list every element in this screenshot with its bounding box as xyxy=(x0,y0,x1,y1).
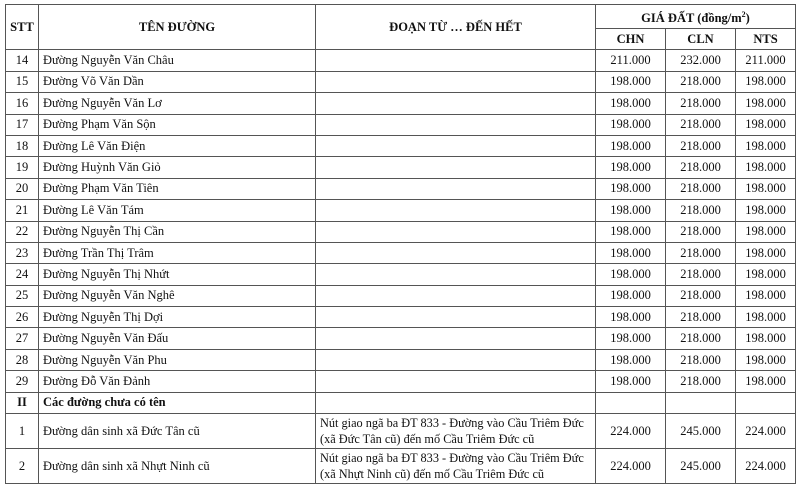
price-cln-text: 218.000 xyxy=(680,245,721,260)
stt-text: 2 xyxy=(18,458,26,473)
price-chn-cell xyxy=(596,242,666,263)
street-name-text: Đường Đỗ Văn Đảnh xyxy=(43,373,151,388)
price-unit-superscript: 2 xyxy=(741,9,746,19)
price-cln-text: 218.000 xyxy=(680,331,721,346)
stt-text: 28 xyxy=(15,352,29,367)
price-nts-text: 198.000 xyxy=(745,245,786,260)
table-row xyxy=(6,93,796,114)
stt-cell xyxy=(6,264,39,285)
table-row xyxy=(6,449,796,484)
stt-text: 19 xyxy=(15,160,29,175)
header-street-name: TÊN ĐƯỜNG xyxy=(39,5,316,50)
price-chn-text: 198.000 xyxy=(610,74,651,89)
stt-text: 29 xyxy=(15,373,29,388)
price-cln-cell xyxy=(666,135,736,156)
price-cln-text: 218.000 xyxy=(680,288,721,303)
segment-cell xyxy=(316,449,596,484)
section-title: Các đường chưa có tên xyxy=(39,392,316,413)
segment-cell xyxy=(316,414,596,449)
price-chn-text: 211.000 xyxy=(610,53,651,68)
price-nts-text: 198.000 xyxy=(745,202,786,217)
price-cln-cell xyxy=(666,328,736,349)
street-name-cell xyxy=(39,178,316,199)
price-chn-cell xyxy=(596,307,666,328)
price-nts-cell xyxy=(736,93,796,114)
stt-text: 26 xyxy=(15,309,29,324)
price-cln-text: 218.000 xyxy=(680,373,721,388)
header-cln: CLN xyxy=(666,29,736,50)
price-nts-text: 224.000 xyxy=(745,423,786,438)
street-name-cell xyxy=(39,93,316,114)
price-cln-text: 218.000 xyxy=(680,117,721,132)
table-row xyxy=(6,328,796,349)
price-cln-cell xyxy=(666,178,736,199)
price-cln-cell xyxy=(666,157,736,178)
stt-cell xyxy=(6,221,39,242)
stt-text: 25 xyxy=(15,288,29,303)
price-nts-text: 198.000 xyxy=(745,95,786,110)
price-chn-cell xyxy=(596,449,666,484)
stt-text: 27 xyxy=(15,331,29,346)
stt-cell xyxy=(6,157,39,178)
price-cln-cell xyxy=(666,371,736,392)
price-chn-text: 198.000 xyxy=(610,245,651,260)
price-nts-cell xyxy=(736,349,796,370)
stt-text: 14 xyxy=(15,53,29,68)
price-cln-text: 218.000 xyxy=(680,138,721,153)
price-nts-cell xyxy=(736,178,796,199)
price-chn-text: 198.000 xyxy=(610,266,651,281)
segment-cell xyxy=(316,264,596,285)
price-chn-text: 198.000 xyxy=(610,95,651,110)
empty-cell xyxy=(666,392,736,413)
stt-text: 22 xyxy=(15,224,29,239)
price-cln-text: 218.000 xyxy=(680,202,721,217)
stt-cell xyxy=(6,71,39,92)
price-cln-cell xyxy=(666,93,736,114)
price-nts-text: 198.000 xyxy=(745,352,786,367)
stt-text: 18 xyxy=(15,138,29,153)
price-chn-cell xyxy=(596,157,666,178)
street-name-cell xyxy=(39,157,316,178)
price-chn-cell xyxy=(596,414,666,449)
price-nts-text: 198.000 xyxy=(745,160,786,175)
price-nts-cell xyxy=(736,242,796,263)
price-nts-text: 198.000 xyxy=(745,181,786,196)
price-chn-cell xyxy=(596,200,666,221)
table-row xyxy=(6,264,796,285)
price-nts-cell xyxy=(736,264,796,285)
price-cln-text: 218.000 xyxy=(680,74,721,89)
price-cln-text: 218.000 xyxy=(680,266,721,281)
street-name-cell xyxy=(39,349,316,370)
segment-cell xyxy=(316,200,596,221)
table-row xyxy=(6,135,796,156)
price-cln-cell xyxy=(666,221,736,242)
price-cln-text: 232.000 xyxy=(680,53,721,68)
empty-cell xyxy=(596,392,666,413)
price-chn-cell xyxy=(596,50,666,71)
price-cln-cell xyxy=(666,285,736,306)
price-chn-cell xyxy=(596,349,666,370)
stt-cell xyxy=(6,349,39,370)
street-name-text: Đường Lê Văn Tám xyxy=(43,202,144,217)
table-row xyxy=(6,221,796,242)
price-cln-text: 245.000 xyxy=(680,423,721,438)
street-name-text: Đường dân sinh xã Nhựt Ninh cũ xyxy=(43,458,210,473)
price-chn-text: 198.000 xyxy=(610,224,651,239)
table-row xyxy=(6,71,796,92)
price-nts-text: 198.000 xyxy=(745,224,786,239)
street-name-text: Đường Nguyễn Văn Châu xyxy=(43,53,174,68)
table-row xyxy=(6,307,796,328)
stt-text: 24 xyxy=(15,266,29,281)
price-cln-cell xyxy=(666,449,736,484)
price-chn-text: 198.000 xyxy=(610,202,651,217)
price-cln-cell xyxy=(666,414,736,449)
price-chn-text: 198.000 xyxy=(610,352,651,367)
price-chn-cell xyxy=(596,285,666,306)
price-nts-cell xyxy=(736,449,796,484)
stt-text: 17 xyxy=(15,117,29,132)
price-chn-cell xyxy=(596,71,666,92)
street-name-cell xyxy=(39,50,316,71)
price-cln-text: 218.000 xyxy=(680,160,721,175)
stt-cell xyxy=(6,50,39,71)
stt-text: 15 xyxy=(15,74,29,89)
table-row xyxy=(6,349,796,370)
segment-cell xyxy=(316,135,596,156)
price-chn-cell xyxy=(596,135,666,156)
price-cln-cell xyxy=(666,71,736,92)
segment-cell xyxy=(316,328,596,349)
table-row xyxy=(6,242,796,263)
price-nts-text: 198.000 xyxy=(745,331,786,346)
segment-cell xyxy=(316,114,596,135)
stt-text: 23 xyxy=(15,245,29,260)
stt-cell xyxy=(6,135,39,156)
land-price-table xyxy=(5,4,796,484)
street-name-text: Đường dân sinh xã Đức Tân cũ xyxy=(43,423,200,438)
street-name-text: Đường Phạm Văn Tiên xyxy=(43,181,159,196)
street-name-cell xyxy=(39,135,316,156)
price-chn-cell xyxy=(596,178,666,199)
street-name-cell xyxy=(39,242,316,263)
segment-cell xyxy=(316,50,596,71)
price-nts-text: 198.000 xyxy=(745,117,786,132)
price-nts-cell xyxy=(736,221,796,242)
segment-cell xyxy=(316,371,596,392)
price-nts-text: 224.000 xyxy=(745,458,786,473)
stt-cell xyxy=(6,414,39,449)
stt-cell xyxy=(6,285,39,306)
price-cln-text: 218.000 xyxy=(680,352,721,367)
street-name-cell xyxy=(39,200,316,221)
street-name-text: Đường Nguyễn Văn Nghê xyxy=(43,288,175,303)
price-cln-cell xyxy=(666,50,736,71)
price-chn-text: 198.000 xyxy=(610,138,651,153)
price-chn-text: 224.000 xyxy=(610,458,651,473)
price-cln-cell xyxy=(666,242,736,263)
segment-cell xyxy=(316,349,596,370)
street-name-cell xyxy=(39,307,316,328)
price-nts-text: 211.000 xyxy=(745,53,786,68)
price-cln-cell xyxy=(666,307,736,328)
header-nts: NTS xyxy=(736,29,796,50)
street-name-cell xyxy=(39,114,316,135)
street-name-text: Đường Trần Thị Trâm xyxy=(43,245,154,260)
price-chn-text: 224.000 xyxy=(610,423,651,438)
table-row xyxy=(6,371,796,392)
section-number: II xyxy=(6,392,39,413)
table-row xyxy=(6,178,796,199)
price-cln-text: 218.000 xyxy=(680,95,721,110)
price-nts-cell xyxy=(736,307,796,328)
stt-cell xyxy=(6,449,39,484)
segment-cell xyxy=(316,178,596,199)
price-cln-cell xyxy=(666,264,736,285)
price-chn-text: 198.000 xyxy=(610,331,651,346)
street-name-text: Đường Phạm Văn Sộn xyxy=(43,117,156,132)
street-name-text: Đường Nguyễn Văn Lơ xyxy=(43,95,162,110)
segment-text: Nút giao ngã ba ĐT 833 - Đường vào Cầu Triêm Đức (xã Nhựt Ninh cũ) đến mố Cầu Triêm Đức cũ xyxy=(320,451,584,482)
price-chn-text: 198.000 xyxy=(610,117,651,132)
header-segment: ĐOẠN TỪ … ĐẾN HẾT xyxy=(316,5,596,50)
stt-text: 20 xyxy=(15,181,29,196)
price-chn-text: 198.000 xyxy=(610,373,651,388)
header-chn: CHN xyxy=(596,29,666,50)
price-nts-text: 198.000 xyxy=(745,288,786,303)
empty-cell xyxy=(316,392,596,413)
price-nts-cell xyxy=(736,71,796,92)
section-header-row xyxy=(6,392,796,413)
price-nts-cell xyxy=(736,50,796,71)
header-price-group xyxy=(596,5,796,29)
price-chn-cell xyxy=(596,264,666,285)
table-row xyxy=(6,414,796,449)
price-group-label: GIÁ ĐẤT (đồng/m xyxy=(641,11,742,26)
price-cln-text: 218.000 xyxy=(680,181,721,196)
stt-cell xyxy=(6,200,39,221)
segment-cell xyxy=(316,93,596,114)
street-name-text: Đường Huỳnh Văn Giỏ xyxy=(43,160,161,175)
street-name-text: Đường Võ Văn Dần xyxy=(43,74,144,89)
price-cln-text: 218.000 xyxy=(680,224,721,239)
street-name-text: Đường Lê Văn Điện xyxy=(43,138,146,153)
street-name-cell xyxy=(39,285,316,306)
segment-text: Nút giao ngã ba ĐT 833 - Đường vào Cầu Triêm Đức (xã Đức Tân cũ) đến mố Cầu Triêm Đức cũ xyxy=(320,416,584,447)
price-cln-cell xyxy=(666,349,736,370)
stt-cell xyxy=(6,242,39,263)
stt-cell xyxy=(6,93,39,114)
street-name-text: Đường Nguyễn Thị Dợi xyxy=(43,309,164,324)
price-group-close: ) xyxy=(745,11,750,26)
price-chn-text: 198.000 xyxy=(610,309,651,324)
stt-cell xyxy=(6,114,39,135)
street-name-cell xyxy=(39,71,316,92)
table-row xyxy=(6,200,796,221)
price-nts-cell xyxy=(736,285,796,306)
street-name-text: Đường Nguyễn Văn Phu xyxy=(43,352,167,367)
segment-cell xyxy=(316,285,596,306)
street-name-cell xyxy=(39,264,316,285)
price-chn-cell xyxy=(596,371,666,392)
segment-cell xyxy=(316,71,596,92)
price-nts-cell xyxy=(736,135,796,156)
stt-cell xyxy=(6,307,39,328)
price-chn-cell xyxy=(596,328,666,349)
table-row xyxy=(6,50,796,71)
header-stt: STT xyxy=(6,5,39,50)
stt-text: 21 xyxy=(15,202,29,217)
price-chn-text: 198.000 xyxy=(610,160,651,175)
price-nts-text: 198.000 xyxy=(745,138,786,153)
table-row xyxy=(6,157,796,178)
table-row xyxy=(6,285,796,306)
price-cln-cell xyxy=(666,200,736,221)
stt-cell xyxy=(6,328,39,349)
stt-text: 16 xyxy=(15,95,29,110)
street-name-text: Đường Nguyễn Thị Nhứt xyxy=(43,266,170,281)
street-name-text: Đường Nguyễn Thị Cần xyxy=(43,224,165,239)
price-nts-cell xyxy=(736,328,796,349)
empty-cell xyxy=(736,392,796,413)
price-nts-text: 198.000 xyxy=(745,373,786,388)
segment-cell xyxy=(316,221,596,242)
price-chn-cell xyxy=(596,114,666,135)
street-name-cell xyxy=(39,328,316,349)
table-row xyxy=(6,114,796,135)
stt-text: 1 xyxy=(18,423,26,438)
price-chn-cell xyxy=(596,93,666,114)
street-name-cell xyxy=(39,371,316,392)
price-nts-cell xyxy=(736,414,796,449)
price-nts-cell xyxy=(736,157,796,178)
price-nts-text: 198.000 xyxy=(745,309,786,324)
price-nts-cell xyxy=(736,114,796,135)
stt-cell xyxy=(6,371,39,392)
segment-cell xyxy=(316,242,596,263)
price-chn-text: 198.000 xyxy=(610,181,651,196)
price-chn-cell xyxy=(596,221,666,242)
price-nts-text: 198.000 xyxy=(745,74,786,89)
price-cln-text: 218.000 xyxy=(680,309,721,324)
stt-cell xyxy=(6,178,39,199)
segment-cell xyxy=(316,307,596,328)
street-name-cell xyxy=(39,414,316,449)
street-name-cell xyxy=(39,221,316,242)
price-nts-text: 198.000 xyxy=(745,266,786,281)
street-name-text: Đường Nguyễn Văn Đấu xyxy=(43,331,169,346)
price-cln-text: 245.000 xyxy=(680,458,721,473)
segment-cell xyxy=(316,157,596,178)
price-nts-cell xyxy=(736,200,796,221)
price-chn-text: 198.000 xyxy=(610,288,651,303)
street-name-cell xyxy=(39,449,316,484)
price-cln-cell xyxy=(666,114,736,135)
price-nts-cell xyxy=(736,371,796,392)
